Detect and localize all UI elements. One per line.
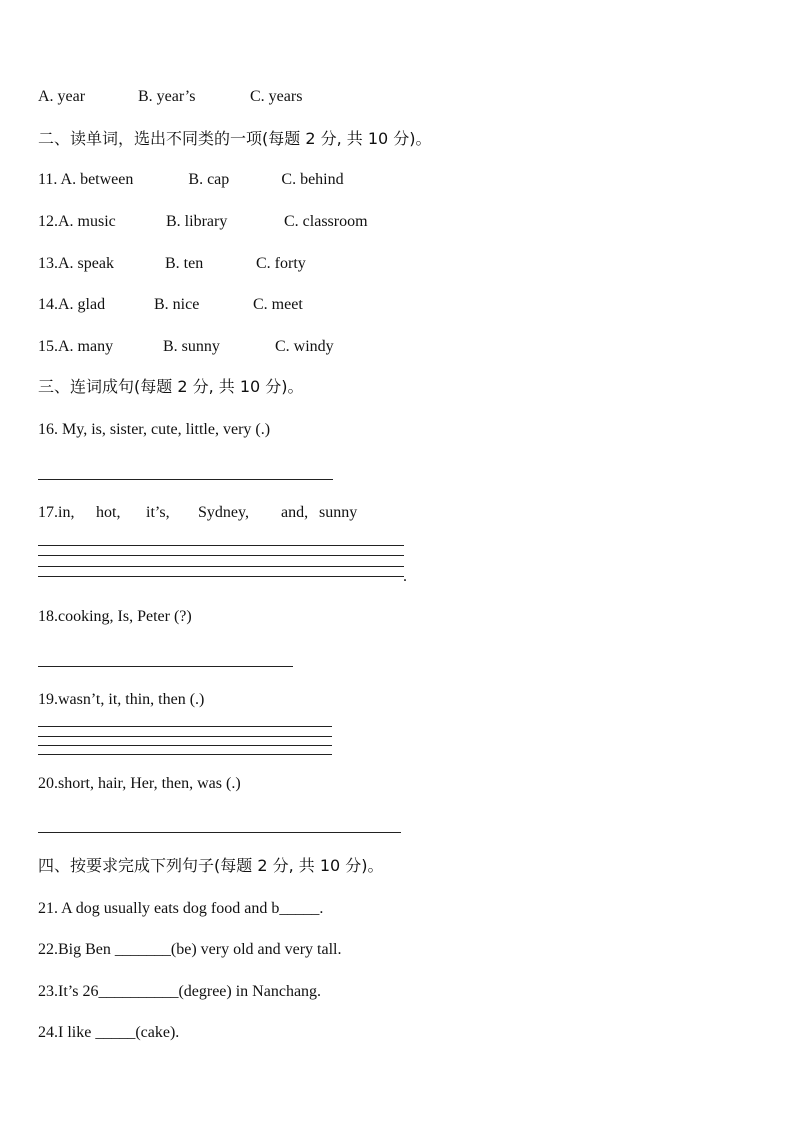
word: hot, [96,504,121,521]
question-number: 11 [38,171,54,188]
question-18: 18.cooking, Is, Peter (?) [38,608,192,625]
question-number: 12 [38,213,54,230]
answer-line-20[interactable] [38,832,401,833]
option-a: . A. between [53,171,134,188]
section4-header: 四、按要求完成下列句子(每题 2 分, 共 10 分)。 [38,856,384,875]
option-b: B. cap [188,171,230,188]
question-11 [38,170,344,190]
question-number: 17 [38,504,54,521]
option-c: C. behind [281,171,344,188]
section3-header: 三、连词成句(每题 2 分, 共 10 分)。 [38,377,304,396]
question-16: 16. My, is, sister, cute, little, very (.) [38,421,271,438]
answer-line-19a[interactable] [38,726,332,727]
question-20: 20.short, hair, Her, then, was (.) [38,775,241,792]
question-17 [38,503,357,523]
option-c: C. meet [253,296,303,313]
question-12 [38,212,368,232]
question-23: 23.It’s 26__________(degree) in Nanchang. [38,983,322,1000]
section2-header: 二、读单词，选出不同类的一项(每题 2 分, 共 10 分)。 [38,129,432,148]
option-a: .A. many [54,338,114,355]
word: sunny [319,504,358,521]
q10-option-b: B. year’s [138,88,196,105]
answer-line-17b[interactable] [38,555,404,556]
question-19: 19.wasn’t, it, thin, then (.) [38,691,205,708]
question-number: 15 [38,338,54,355]
option-a: .A. speak [54,255,114,272]
option-b: B. sunny [163,338,220,355]
word: .in, [54,504,75,521]
answer-line-19b[interactable] [38,736,332,737]
option-c: C. classroom [284,213,368,230]
q10-option-c: C. years [250,88,303,105]
option-b: B. nice [154,296,200,313]
option-b: B. library [166,213,228,230]
option-c: C. forty [256,255,306,272]
answer-line-18[interactable] [38,666,293,667]
question-14 [38,295,303,315]
q10-options [38,87,302,107]
word: it’s, [146,504,170,521]
question-22: 22.Big Ben _______(be) very old and very tall. [38,941,342,958]
answer-line-19c[interactable] [38,745,332,746]
q10-option-a: A. year [38,88,86,105]
question-21: 21. A dog usually eats dog food and b_____. [38,900,324,917]
answer-line-17c[interactable] [38,566,404,567]
answer-line-17d[interactable] [38,576,404,577]
answer-line-17a[interactable] [38,545,404,546]
answer-line-16[interactable] [38,479,333,480]
answer-17-period: . [403,568,407,585]
question-24: 24.I like _____(cake). [38,1024,180,1041]
question-number: 14 [38,296,54,313]
option-b: B. ten [165,255,204,272]
question-number: 13 [38,255,54,272]
answer-line-19d[interactable] [38,754,332,755]
word: Sydney, [198,504,249,521]
word: and, [281,504,309,521]
option-c: C. windy [275,338,334,355]
question-13 [38,254,306,274]
option-a: .A. glad [54,296,106,313]
option-a: .A. music [54,213,116,230]
question-15 [38,337,334,357]
